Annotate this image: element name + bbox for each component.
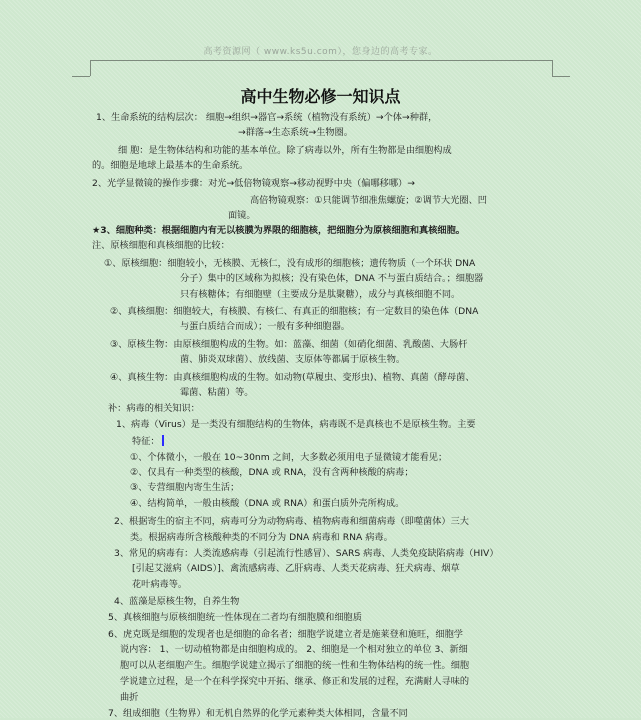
text-line: 4、蓝藻是原核生物，自养生物: [114, 596, 240, 607]
text-line: →群落→生态系统→生物圈。: [238, 127, 353, 138]
text-line: [132, 435, 164, 448]
text-line: 面镜。: [228, 210, 256, 221]
text-line: 细 胞：是生物体结构和功能的基本单位。除了病毒以外，所有生物都是由细胞构成: [118, 145, 452, 156]
crop-mark-left: [90, 60, 91, 76]
text-line: 胞可以从老细胞产生。细胞学说建立揭示了细胞的统一性和生物体结构的统一性。细胞: [120, 660, 470, 671]
text-line: 的。细胞是地球上最基本的生命系统。: [92, 160, 249, 171]
document-title: 高中生物必修一知识点: [240, 87, 401, 106]
text-line: 2、根据寄生的宿主不同，病毒可分为动物病毒、植物病毒和细菌病毒（即噬菌体）三大: [114, 516, 469, 527]
text-line: 学说建立过程，是一个在科学探究中开拓、继承、修正和发展的过程，充满耐人寻味的: [120, 676, 470, 687]
text-line: 菌、肺炎双球菌）、放线菌、支原体等都属于原核生物。: [180, 354, 406, 365]
text-line: 1、病毒（Virus）是一类没有细胞结构的生物体，病毒既不是真核也不是原核生物。主要: [116, 419, 476, 430]
text-line: 花叶病毒等。: [132, 579, 188, 590]
crop-mark-left-h: [72, 76, 90, 77]
text-line: 注、原核细胞和真核细胞的比较：: [92, 240, 230, 251]
text-line: 霉菌、粘菌）等。: [180, 387, 254, 398]
header-site-text: 高考资源网（ www.ks5u.com），您身边的高考专家。: [203, 47, 438, 57]
text-line: 补：病毒的相关知识：: [108, 403, 200, 414]
text-line: 2、光学显微镜的操作步骤：对光→低倍物镜观察→移动视野中央（偏哪移哪）→: [92, 178, 415, 189]
text-line: ★3、细胞种类：根据细胞内有无以核膜为界限的细胞核，把细胞分为原核细胞和真核细胞。: [92, 225, 465, 236]
text-line: ③、专营细胞内寄生生活；: [130, 482, 240, 493]
text-line: 高倍物镜观察：①只能调节细准焦螺旋；②调节大光圈、凹: [250, 195, 487, 206]
text-line: 与蛋白质结合而成）；一般有多种细胞器。: [180, 321, 350, 332]
text-line: ④、结构简单，一般由核酸（DNA 或 RNA）和蛋白质外壳所构成。: [130, 498, 405, 509]
text-line: 5、真核细胞与原核细胞统一性体现在二者均有细胞膜和细胞质: [108, 612, 362, 623]
text-cursor: [162, 435, 164, 446]
text-line: 类。根据病毒所含核酸种类的不同分为 DNA 病毒和 RNA 病毒。: [130, 532, 393, 543]
text-line: 1、生命系统的结构层次： 细胞→组织→器官→系统（植物没有系统）→个体→种群，: [96, 112, 438, 123]
text-line: 3、常见的病毒有：人类流感病毒（引起流行性感冒）、SARS 病毒、人类免疫缺陷病毒（HIV）: [114, 548, 499, 559]
text-line: 分子）集中的区域称为拟核；没有染色体，DNA 不与蛋白质结合。；细胞器: [180, 273, 484, 284]
header-rule: [90, 60, 552, 61]
crop-mark-right: [552, 60, 553, 76]
text-line: 说内容： 1、一切动植物都是由细胞构成的。 2、细胞是一个相对独立的单位 3、新细: [120, 644, 468, 655]
text-line: 曲折: [120, 692, 139, 703]
text-line: ②、仅具有一种类型的核酸，DNA 或 RNA，没有含两种核酸的病毒；: [130, 467, 414, 478]
text-line: ③、原核生物：由原核细胞构成的生物。如：蓝藻、细菌（如硝化细菌、乳酸菌、大肠杆: [110, 339, 468, 350]
crop-mark-right-h: [552, 76, 570, 77]
text-line: 6、虎克既是细胞的发现者也是细胞的命名者；细胞学说建立者是施莱登和施旺，细胞学: [108, 629, 463, 640]
text-line-content: 特征：: [132, 436, 160, 447]
text-line: [引起艾滋病（AIDS）]、禽流感病毒、乙肝病毒、人类天花病毒、狂犬病毒、烟草: [132, 563, 460, 574]
text-line: ④、真核生物：由真核细胞构成的生物。如动物(草履虫、变形虫)、植物、真菌（酵母菌、: [110, 372, 475, 383]
text-line: 只有核糖体；有细胞壁（主要成分是肽聚糖），成分与真核细胞不同。: [180, 289, 461, 300]
text-line: ②、真核细胞：细胞较大，有核膜、有核仁、有真正的细胞核；有一定数目的染色体（DNA: [110, 306, 479, 317]
text-line: ①、原核细胞：细胞较小，无核膜、无核仁，没有成形的细胞核；遗传物质（一个环状 DNA: [104, 258, 476, 269]
text-line: 7、组成细胞（生物界）和无机自然界的化学元素种类大体相同，含量不同: [108, 708, 408, 719]
text-line: ①、个体微小，一般在 10~30nm 之间，大多数必须用电子显微镜才能看见；: [130, 452, 448, 463]
